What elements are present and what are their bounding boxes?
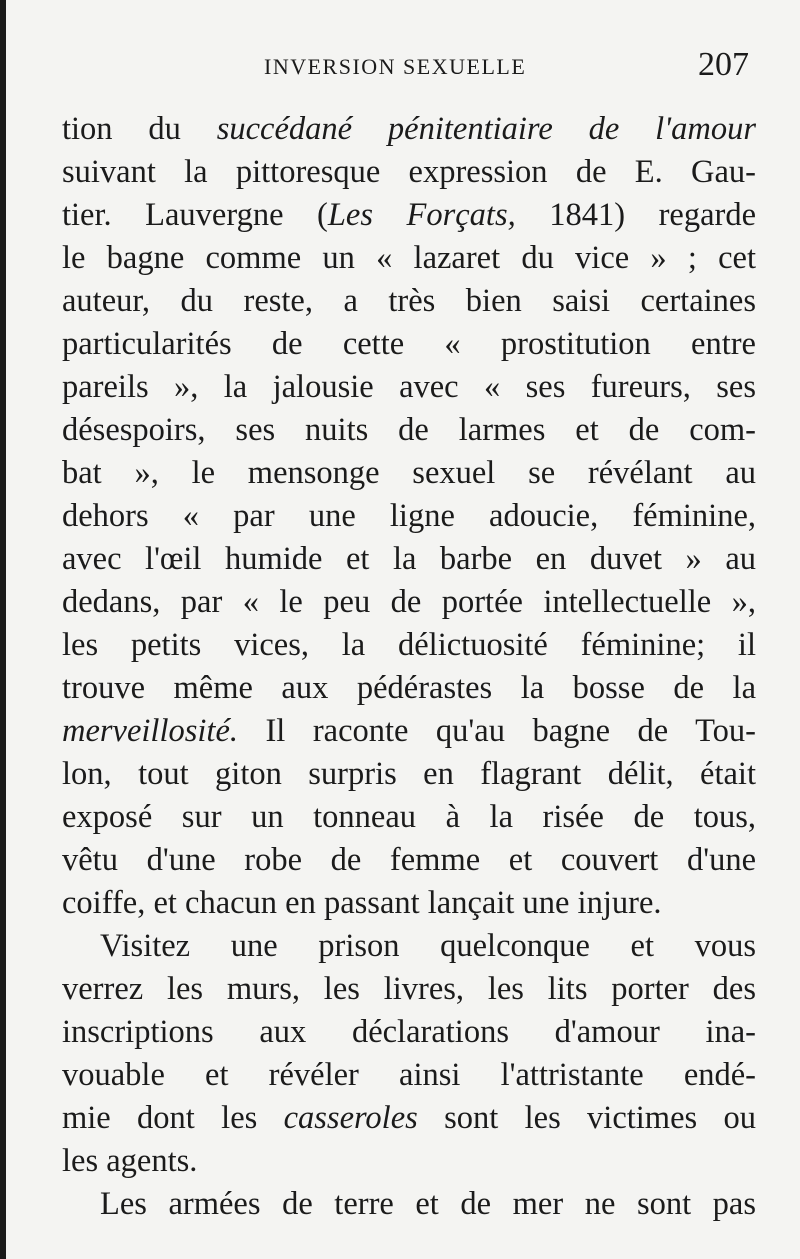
text-line: les agents. xyxy=(62,1143,198,1179)
text-span: tion du xyxy=(62,111,217,147)
text-line xyxy=(62,1097,756,1140)
text-line: les petits vices, la délictuosité féminine; il xyxy=(62,627,756,663)
italic-text: Les Forçats, xyxy=(327,197,516,233)
text-line: auteur, du reste, a très bien saisi certaines xyxy=(62,283,756,319)
text-line: dehors « par une ligne adoucie, féminine, xyxy=(62,498,756,534)
text-line: pareils », la jalousie avec « ses fureurs, ses xyxy=(62,369,756,405)
text-span: tier. Lauvergne ( xyxy=(62,197,328,233)
text-span: sont les victimes ou xyxy=(417,1100,756,1136)
body-text xyxy=(62,108,756,1226)
text-line xyxy=(62,710,756,753)
running-title: INVERSION SEXUELLE xyxy=(264,54,527,79)
text-line: inscriptions aux déclarations d'amour ina- xyxy=(62,1014,756,1050)
text-line: désespoirs, ses nuits de larmes et de com- xyxy=(62,412,756,448)
text-line: avec l'œil humide et la barbe en duvet » au xyxy=(62,541,756,577)
text-line: le bagne comme un « lazaret du vice » ; cet xyxy=(62,240,756,276)
text-span: Il raconte qu'au bagne de Tou- xyxy=(238,713,756,749)
text-line: coiffe, et chacun en passant lançait une injure. xyxy=(62,885,662,921)
text-line: dedans, par « le peu de portée intellectuelle », xyxy=(62,584,756,620)
page-header xyxy=(6,46,800,90)
italic-text: casseroles xyxy=(283,1100,418,1136)
text-line: vêtu d'une robe de femme et couvert d'une xyxy=(62,842,756,878)
text-span: 1841) regarde xyxy=(515,197,756,233)
text-line: bat », le mensonge sexuel se révélant au xyxy=(62,455,756,491)
text-line: vouable et révéler ainsi l'attristante endé- xyxy=(62,1057,756,1093)
text-span: mie dont les xyxy=(62,1100,284,1136)
text-line: lon, tout giton surpris en flagrant délit, était xyxy=(62,756,756,792)
italic-text: merveillosité. xyxy=(62,713,238,749)
italic-text: succédané pénitentiaire de l'amour xyxy=(216,111,756,147)
text-line: exposé sur un tonneau à la risée de tous, xyxy=(62,799,756,835)
text-line: Visitez une prison quelconque et vous xyxy=(100,928,756,964)
text-line xyxy=(62,108,756,151)
text-line: verrez les murs, les livres, les lits porter des xyxy=(62,971,756,1007)
text-line: particularités de cette « prostitution entre xyxy=(62,326,756,362)
text-line: trouve même aux pédérastes la bosse de la xyxy=(62,670,756,706)
text-line xyxy=(62,194,756,237)
text-line: suivant la pittoresque expression de E. Gau- xyxy=(62,154,756,190)
page-number: 207 xyxy=(698,46,749,83)
text-line: Les armées de terre et de mer ne sont pas xyxy=(100,1186,756,1222)
